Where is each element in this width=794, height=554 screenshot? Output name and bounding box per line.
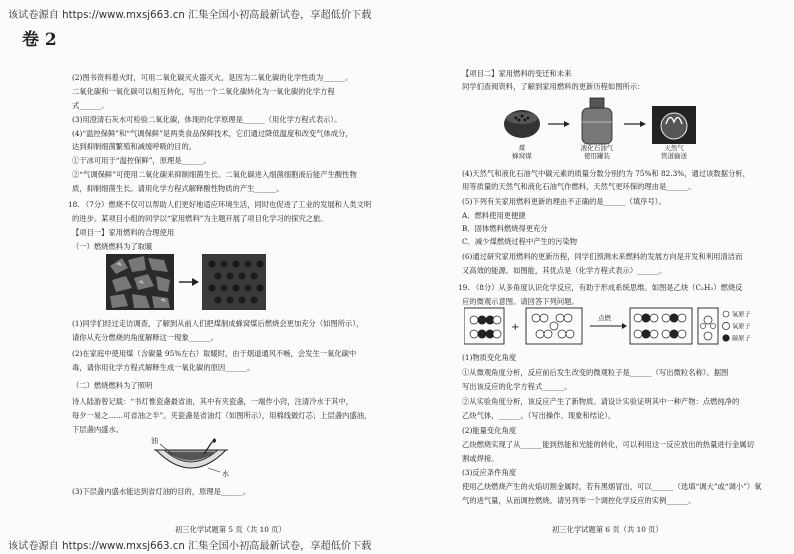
q19-2-line1: 乙炔燃烧实现了从______能到热能和光能的转化，可以利用这一反应放出的热量进行金属切 — [462, 440, 754, 449]
q18-2-line1: (2)在家庭中使用煤（含碳量 95%左右）取暖时，由于烟道通风不畅，会发生一氧化碳中 — [72, 349, 357, 358]
q19-1-sub2-line2: 乙炔气体，______。（写出操作、现象和结论）。 — [462, 411, 616, 420]
q18-3: (3)下层盏内盛水能达到省灯油的目的，原理是______。 — [72, 487, 251, 496]
watermark-top: 该试卷源自 https://www.mxsj663.cn 汇集全国小初高最新试卷，享超低价下载 — [8, 10, 372, 21]
oil-saving-lamp-diagram — [146, 434, 236, 484]
q18-6-line2: 又高效的能源。如图能，其优点是（化学方程式表示）______。 — [462, 266, 667, 275]
q17-4-line1: (4)“温控保鲜”和“气调保鲜”是两类食品保鲜技术，它们通过降低温度和改变气体成分， — [72, 129, 353, 138]
legend-carbon: 碳原子 — [732, 335, 751, 343]
fuel-sublabel-natural-gas: 管道输送 — [661, 152, 687, 160]
fuel-label-coal: 煤 — [518, 144, 526, 152]
q19-stem-line2: 应的微观示意图。请回答下列问题。 — [462, 297, 579, 306]
fuel-sublabel-coal: 蜂窝煤 — [512, 152, 532, 160]
q18-stem-line1: 18. （7分）燃烧不仅可以帮助人们更好地适应环境生活，同时也促进了工业的发展和人类文明 — [68, 200, 372, 209]
project-two-heading: 【项目二】家用燃料的变迁和未来 — [462, 69, 572, 78]
q17-2-line2: 二氧化碳和一氧化碳可以相互转化，写出一个二氧化碳转化为一氧化碳的化学方程 — [72, 87, 335, 96]
q19-2-line2: 割或焊接。 — [462, 454, 499, 463]
poem-line1: 诗人陆游曾记载：“书灯惟瓷盏最省油，其中有夹瓷盏，一端作小窍，注清冷水于其中， — [72, 397, 354, 406]
acetylene-combustion-diagram — [464, 306, 764, 348]
q18-4-line1: (4)天然气和液化石油气中碳元素的质量分数分别约为 75%和 82.3%，通过该数据分析， — [462, 169, 750, 178]
project-one-heading: 【项目一】家用燃料的合理使用 — [72, 228, 175, 237]
project-two-intro: 同学们查阅资料，了解到家用燃料的更新历程如图所示： — [462, 82, 645, 91]
q19-stem-line1: 19. （8分）从多角度认识化学反应，有助于形成系统思维。如图是乙炔（C₂H₂）燃烧反 — [458, 283, 743, 292]
coal-briquette-icon — [504, 110, 540, 138]
fuel-label-natural-gas: 天然气 — [664, 144, 684, 152]
poem-line3: 下层盏内盛水。 — [72, 425, 124, 434]
q19-1-heading: (1)物质变化角度 — [462, 353, 517, 362]
option-b: B．固体燃料燃烧得更充分 — [462, 224, 548, 233]
q18-1-line1: (1)同学们经过走访调查，了解到从前人们把煤制成蜂窝煤后燃烧会更加充分（如图所示）， — [72, 319, 364, 328]
q17-4-sub2-line1: ②“气调保鲜”可使用二氧化碳来抑制细菌生长。二氧化碳进入细菌细胞液后能产生酸性物 — [72, 170, 357, 179]
section-one-heading: （一）燃烧燃料为了取暖 — [72, 242, 153, 251]
q19-1-sub1-line1: ①从微观角度分析，反应前后发生改变的微观粒子是______（写出微粒名称）。据图 — [462, 368, 729, 377]
reaction-condition: 点燃 — [598, 314, 611, 322]
product-co2-molecules — [634, 314, 686, 339]
q19-3-heading: (3)反应条件角度 — [462, 468, 517, 477]
q19-1-sub2-line1: ②从实验角度分析，该反应产生了新物质。请设计实验证明其中一种产物：点燃纯净的 — [462, 397, 740, 406]
fuel-label-lpg: 液化石油气 — [580, 144, 614, 152]
product-water-molecules — [700, 316, 715, 340]
option-c: C．减少煤燃烧过程中产生的污染物 — [462, 237, 578, 246]
fuel-sublabel-lpg: 使用罐装 — [584, 152, 610, 160]
fuel-history-figure — [502, 94, 732, 160]
q18-6-line1: (6)通过研究家用燃料的更新历程，同学们预测未来燃料的发展方向是开发和利用清洁而 — [462, 252, 743, 261]
q18-stem-line2: 的进步。某项目小组的同学以“家用燃料”为主题开展了项目化学习的探究之旅。 — [72, 214, 328, 223]
q17-3: (3)用澄清石灰水可检验二氧化碳，体现的化学原理是______（用化学方程式表示）。 — [72, 115, 342, 124]
q19-1-sub1-line2: 写出该反应的化学方程式______。 — [462, 382, 572, 391]
right-page — [458, 0, 790, 554]
section-two-heading: （二）燃烧燃料为了照明 — [72, 381, 153, 390]
reactant-oxygen-molecules — [532, 314, 574, 338]
option-a: A．燃料使用更便捷 — [462, 211, 526, 220]
poem-line2: 每夕一易之……可省油之半”。夹瓷盏是省油灯（如图所示），用棉线做灯芯；上层盏内盛油， — [72, 411, 372, 420]
volume-label: 卷 2 — [22, 30, 57, 50]
q19-3-line1: 使用乙炔燃烧产生的火焰切割金属时，若有黑烟冒出，可以______（选填“调大”或“调小”）氧 — [462, 482, 762, 491]
gas-cylinder-icon — [582, 98, 612, 144]
q17-2-line1: (2)图书资料着火时，可用二氧化碳灭火器灭火，是因为二氧化碳的化学性质为______。 — [72, 73, 353, 82]
left-page-footer: 初三化学试题第 5 页（共 10 页） — [175, 525, 286, 534]
q18-5: (5)下列有关家用燃料更新的理由不正确的是______（填序号）。 — [462, 197, 666, 206]
q17-2-line3: 式______。 — [72, 101, 109, 110]
honeycomb-coal-photos — [106, 254, 266, 312]
lamp-label-water: 水 — [222, 470, 229, 478]
legend-oxygen: 氧原子 — [732, 323, 751, 331]
q18-4-line2: 用等质量的天然气和液化石油气作燃料，天然气更环保的理由是______。 — [462, 182, 696, 191]
plus-sign-1: + — [511, 322, 520, 333]
legend-hydrogen: 氢原子 — [732, 311, 751, 319]
q19-2-heading: (2)能量变化角度 — [462, 426, 517, 435]
q18-1-line2: 请你从充分燃烧的角度解释这一现象______。 — [72, 333, 218, 342]
q17-4-line2: 达到抑制细菌繁殖和减缓呼吸的目的。 — [72, 142, 197, 151]
right-page-footer: 初三化学试题第 6 页（共 10 页） — [552, 525, 663, 534]
gas-stove-flame-icon — [652, 106, 696, 144]
lamp-label-oil: 油 — [151, 437, 158, 445]
watermark-bottom: 该试卷源自 https://www.mxsj663.cn 汇集全国小初高最新试卷，享超低价下载 — [8, 541, 372, 552]
q19-3-line2: 气的进气量，从而调控燃烧。请另列举一个调控化学反应的实例______。 — [462, 496, 696, 505]
atom-legend — [722, 311, 750, 343]
reactant-acetylene-molecules — [470, 316, 501, 339]
q17-4-sub1: ①干冰可用于“温控保鲜”，原理是______。 — [72, 156, 211, 165]
q18-2-line2: 毒，请你用化学方程式解释生成一氧化碳的原因______。 — [72, 363, 255, 372]
q17-4-sub2-line2: 质，抑制细菌生长。请用化学方程式解释酸性物质的产生______。 — [72, 184, 284, 193]
left-page — [68, 0, 400, 554]
